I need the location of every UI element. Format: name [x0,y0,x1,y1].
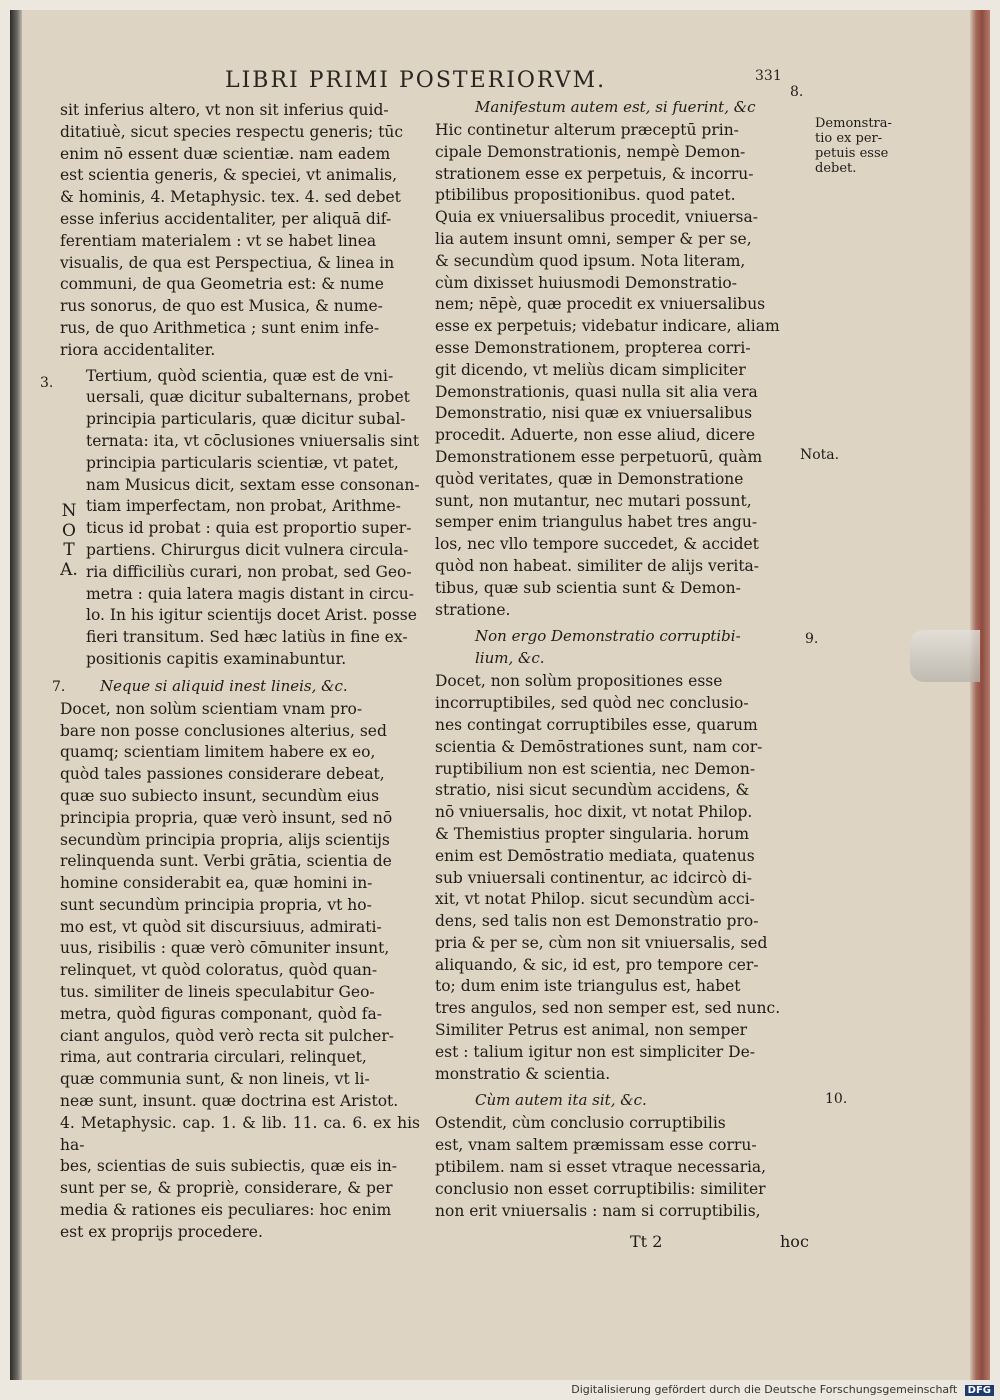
digitization-credit [571,1383,994,1396]
right-section-heading-2: Non ergo Demonstratio corruptibi- lium, &c. [475,627,741,668]
running-title: LIBRI PRIMI POSTERIORVM. [225,68,607,93]
right-column [435,96,810,1226]
margin-number-7: 7. [52,679,66,695]
right-paragraph-3: Ostendit, cùm conclusio corruptibilis est, vnam saltem præmissam esse corru- ptibilem. nam si esset vtraque necessaria, conclusio non esset corruptibilis: similiter non erit vniuersalis : nam si corruptibilis, [435,1114,767,1220]
right-section-heading-3: Cùm autem ita sit, &c. [475,1091,647,1110]
margin-number-9: 9. [805,631,819,647]
book-binding [10,10,22,1380]
margin-nota: Nota. [800,447,840,463]
credit-text: Digitalisierung gefördert durch die Deutsche Forschungsgemeinschaft [571,1383,958,1396]
page-number: 331 [755,68,782,84]
left-paragraph-2: Tertium, quòd scientia, quæ est de vni- uersali, quæ dicitur subalternans, probet principia particularis, quæ dicitur subal- ternata: ita, vt cōclusiones vniuersalis sint principia particularis scientiæ, vt patet, nam Musicus dicit, sextam esse consonan- tiam imperfectam, non probat, Arithme- ticus id probat : quia est proportio super- partiens. Chirurgus dicit vulnera circula- ria difficiliùs curari, non probat, sed Geo- metra : quia latera magis distant in circu- lo. In his igitur scientijs docet Arist. posse fieri transitum. Sed hæc latiùs in fine ex- positionis capitis examinabuntur. [86,366,420,668]
clip-marker [910,630,980,682]
left-paragraph-3: Docet, non solùm scientiam vnam pro- bare non posse conclusiones alterius, sed quamq; scientiam limitem habere ex eo, quòd tales passiones considerare debeat, quæ suo subiecto insunt, secundùm eius principia propria, quæ verò insunt, sed nō secundùm principia propria, alijs scientijs relinquenda sunt. Verbi grātia, scientia de homine considerabit ea, quæ homini in- sunt secundùm principia propria, vt ho- mo est, vt quòd sit discursiuus, admirati- uus, risibilis : quæ verò cōmuniter insunt, relinquet, vt quòd coloratus, quòd quan- tus. similiter de lineis speculabitur Geo- metra, quòd figuras componant, quòd fa- ciant angulos, quòd verò recta sit pulcher- rima, aut contraria circulari, relinquet, quæ communia sunt, & non lineis, vt li- neæ sunt, insunt. quæ doctrina est Aristot. 4. Metaphysic. cap. 1. & lib. 11. ca. 6. ex his ha- bes, scientias de suis subiectis, quæ eis in- sunt per se, & propriè, considerare, & per media & rationes eis peculiares: hoc enim est ex proprijs procedere. [60,699,420,1241]
left-column [60,100,420,1248]
catchword: hoc [780,1232,809,1251]
margin-note-demonstratio: Demonstra- tio ex per- petuis esse debet. [815,116,892,176]
left-paragraph-1: sit inferius altero, vt non sit inferius quid- ditatiuè, sicut species respectu generis; tūc enim nō essent duæ scientiæ. nam eadem est scientia generis, & speciei, vt animalis, & hominis, 4. Metaphysic. tex. 4. sed debet esse inferius accidentaliter, per aliquā dif- ferentiam materialem : vt se habet linea visualis, de qua est Perspectiua, & linea in communi, de qua Geometria est: & nume rus sonorus, de quo est Musica, & nume- rus, de quo Arithmetica ; sunt enim infe- riora accidentaliter. [60,101,404,359]
dfg-logo: DFG [965,1385,994,1396]
margin-nota-vertical: N O T A. [60,501,78,580]
scanned-page [10,10,990,1380]
page-edge [970,10,990,1380]
right-paragraph-1: Hic continetur alterum præceptū prin- cipale Demonstrationis, nempè Demon- strationem esse ex perpetuis, & incorru- ptibilibus propositionibus. quod patet. Quia ex vniuersalibus procedit, vniuersa- lia autem insunt omni, semper & per se, & secundùm quod ipsum. Nota literam, cùm dixisset huiusmodi Demonstratio- nem; nēpè, quæ procedit ex vniuersalibus esse ex perpetuis; videbatur indicare, aliam esse Demonstrationem, propterea corri- git dicendo, vt meliùs dicam simpliciter Demonstrationis, quasi nulla sit alia vera Demonstratio, nisi quæ ex vniuersalibus procedit. Aduerte, non esse aliud, dicere Demonstrationem esse perpetuorū, quàm quòd veritates, quæ in Demonstratione sunt, non mutantur, nec mutari possunt, semper enim triangulus habet tres angu- los, nec vllo tempore succedet, & accidet quòd non habeat. similiter de alijs verita- tibus, quæ sub scientia sunt & Demon- stratione. [435,121,780,619]
margin-number-3: 3. [40,375,54,391]
margin-number-8: 8. [790,84,804,100]
right-paragraph-2: Docet, non solùm propositiones esse incorruptibiles, sed quòd nec conclusio- nes contingat corruptibiles esse, quarum scientia & Demōstrationes sunt, nam cor- ruptibilium non est scientia, nec Demon- stratio, nisi sicut secundùm accidens, & nō vniuersalis, hoc dixit, vt notat Philop. & Themistius propter singularia. horum enim est Demōstratio mediata, quatenus sub vniuersali continentur, ac idcircò di- xit, vt notat Philop. sicut secundùm acci- dens, sed talis non est Demonstratio pro- pria & per se, cùm non sit vniuersalis, sed aliquando, & sic, id est, pro tempore cer- to; dum enim iste triangulus est, habet tres angulos, sed non semper est, sed nunc. Similiter Petrus est animal, non semper est : talium igitur non est simpliciter De- monstratio & scientia. [435,672,781,1083]
signature-mark: Tt 2 [630,1232,663,1251]
margin-number-10: 10. [825,1091,848,1107]
left-section-heading: Neque si aliquid inest lineis, &c. [100,676,348,695]
right-section-heading-1: Manifestum autem est, si fuerint, &c [475,98,756,116]
